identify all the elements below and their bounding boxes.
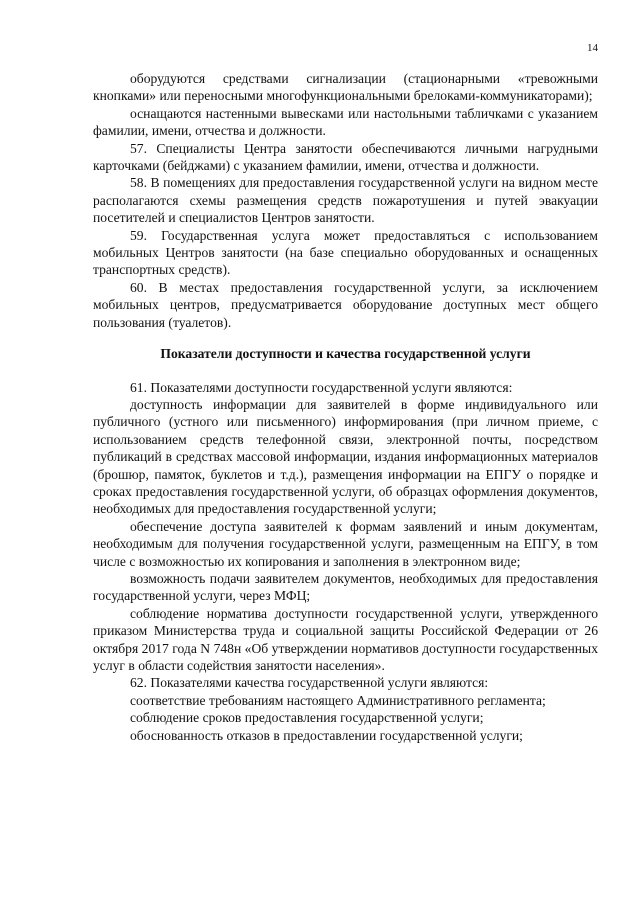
paragraph: 62. Показателями качества государственной услуги являются: xyxy=(130,675,489,691)
paragraph: возможность подачи заявителем документов, необходимых для предоставления государственной услуги, через МФЦ; xyxy=(93,570,598,604)
paragraph: 61. Показателями доступности государственной услуги являются: xyxy=(130,379,513,395)
paragraph: 58. В помещениях для предоставления государственной услуги на видном месте располагаются схемы размещения средств пожаротушения и путей эвакуации посетителей и специалистов Центров занятости. xyxy=(93,175,598,226)
paragraph: соблюдение сроков предоставления государственной услуги; xyxy=(130,710,484,726)
paragraph: оборудуются средствами сигнализации (стационарными «тревожными кнопками» или переносными многофункциональными брелоками-коммуникаторами); xyxy=(93,71,598,104)
paragraph: обеспечение доступа заявителей к формам заявлений и иным документам, необходимым для получения государственной услуги, размещенным на ЕПГУ, в том числе с возможностью их копирования и заполнения в электронном виде; xyxy=(93,518,598,569)
document-body xyxy=(93,70,598,744)
paragraph: 59. Государственная услуга может предоставляться с использованием мобильных Центров занятости (на базе специально оборудованных и оснащенных транспортных средств). xyxy=(93,227,598,278)
paragraph: соблюдение норматива доступности государственной услуги, утвержденного приказом Министерства труда и социальной защиты Российской Федерации от 26 октября 2017 года N 748н «Об утверждении нормативов доступности государственных услуг в области содействия занятости населения». xyxy=(93,605,598,673)
page-number: 14 xyxy=(587,42,598,54)
paragraph: доступность информации для заявителей в форме индивидуального или публичного (устного или письменного) информирования (при личном приеме, с использованием средств телефонной связи, электронной почты, посредством публикаций в средствах массовой информации, издания информационных материалов (брошюр, памяток, буклетов и т.д.), размещения информации на ЕПГУ о порядке и сроках предоставления государственной услуги, об образцах оформления документов, необходимых для предоставления государственной услуги; xyxy=(93,396,598,517)
paragraph: оснащаются настенными вывесками или настольными табличками с указанием фамилии, имени, отчества и должности. xyxy=(93,105,598,139)
section-heading: Показатели доступности и качества государственной услуги xyxy=(160,346,531,362)
paragraph: обоснованность отказов в предоставлении государственной услуги; xyxy=(130,727,523,743)
paragraph: соответствие требованиям настоящего Административного регламента; xyxy=(130,692,546,708)
paragraph: 57. Специалисты Центра занятости обеспечиваются личными нагрудными карточками (бейджами) с указанием фамилии, имени, отчества и должности. xyxy=(93,140,598,174)
paragraph: 60. В местах предоставления государственной услуги, за исключением мобильных центров, предусматривается оборудование доступных мест общего пользования (туалетов). xyxy=(93,279,598,330)
